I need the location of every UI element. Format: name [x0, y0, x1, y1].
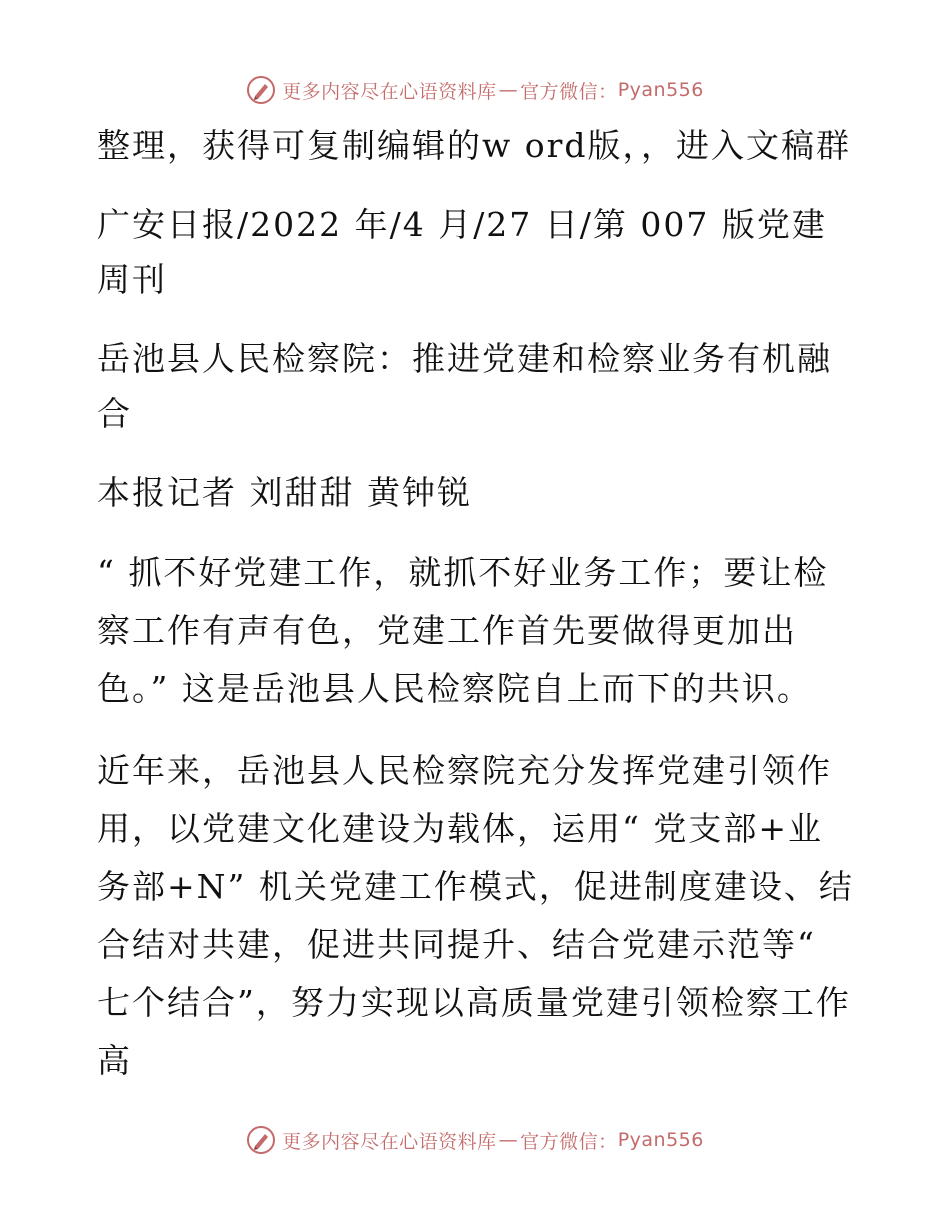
byline: 本报记者 刘甜甜 黄钟锐 — [97, 473, 472, 512]
banner-wechat-label: 官方微信： — [520, 80, 618, 103]
banner-separator: — — [498, 79, 519, 101]
pen-logo-icon — [246, 1125, 276, 1155]
banner-site-text: 更多内容尽在心语资料库 — [282, 1130, 497, 1153]
body-paragraph: 近年来，岳池县人民检察院充分发挥党建引领作用，以党建文化建设为载体，运用“ 党支部+业务部+N” 机关党建工作模式，促进制度建设、结合结对共建，促进共同提升、结合党建示范等“ 七个结合”，努力实现以高质量党建引领检察工作高 — [97, 751, 854, 1080]
banner-wechat-label: 官方微信： — [520, 1130, 618, 1153]
article-title: 岳池县人民检察院：推进党建和检察业务有机融合 — [97, 339, 832, 433]
intro-paragraph: 整理，获得可复制编辑的w ord版，，进入文稿群 — [97, 126, 852, 165]
banner-wechat-id: Pyan556 — [617, 1129, 704, 1151]
banner-wechat-id: Pyan556 — [617, 79, 704, 101]
banner-separator: — — [498, 1129, 519, 1151]
footer-banner — [0, 1120, 950, 1160]
pen-logo-icon — [246, 75, 276, 105]
body-paragraph: “ 抓不好党建工作，就抓不好业务工作；要让检察工作有声有色，党建工作首先要做得更加出色。” 这是岳池县人民检察院自上而下的共识。 — [97, 553, 829, 708]
source-line: 广安日报/2022 年/4 月/27 日/第 007 版党建周刊 — [97, 205, 827, 299]
banner-site-text: 更多内容尽在心语资料库 — [282, 80, 497, 103]
document-body — [97, 118, 857, 1114]
header-banner — [0, 70, 950, 110]
